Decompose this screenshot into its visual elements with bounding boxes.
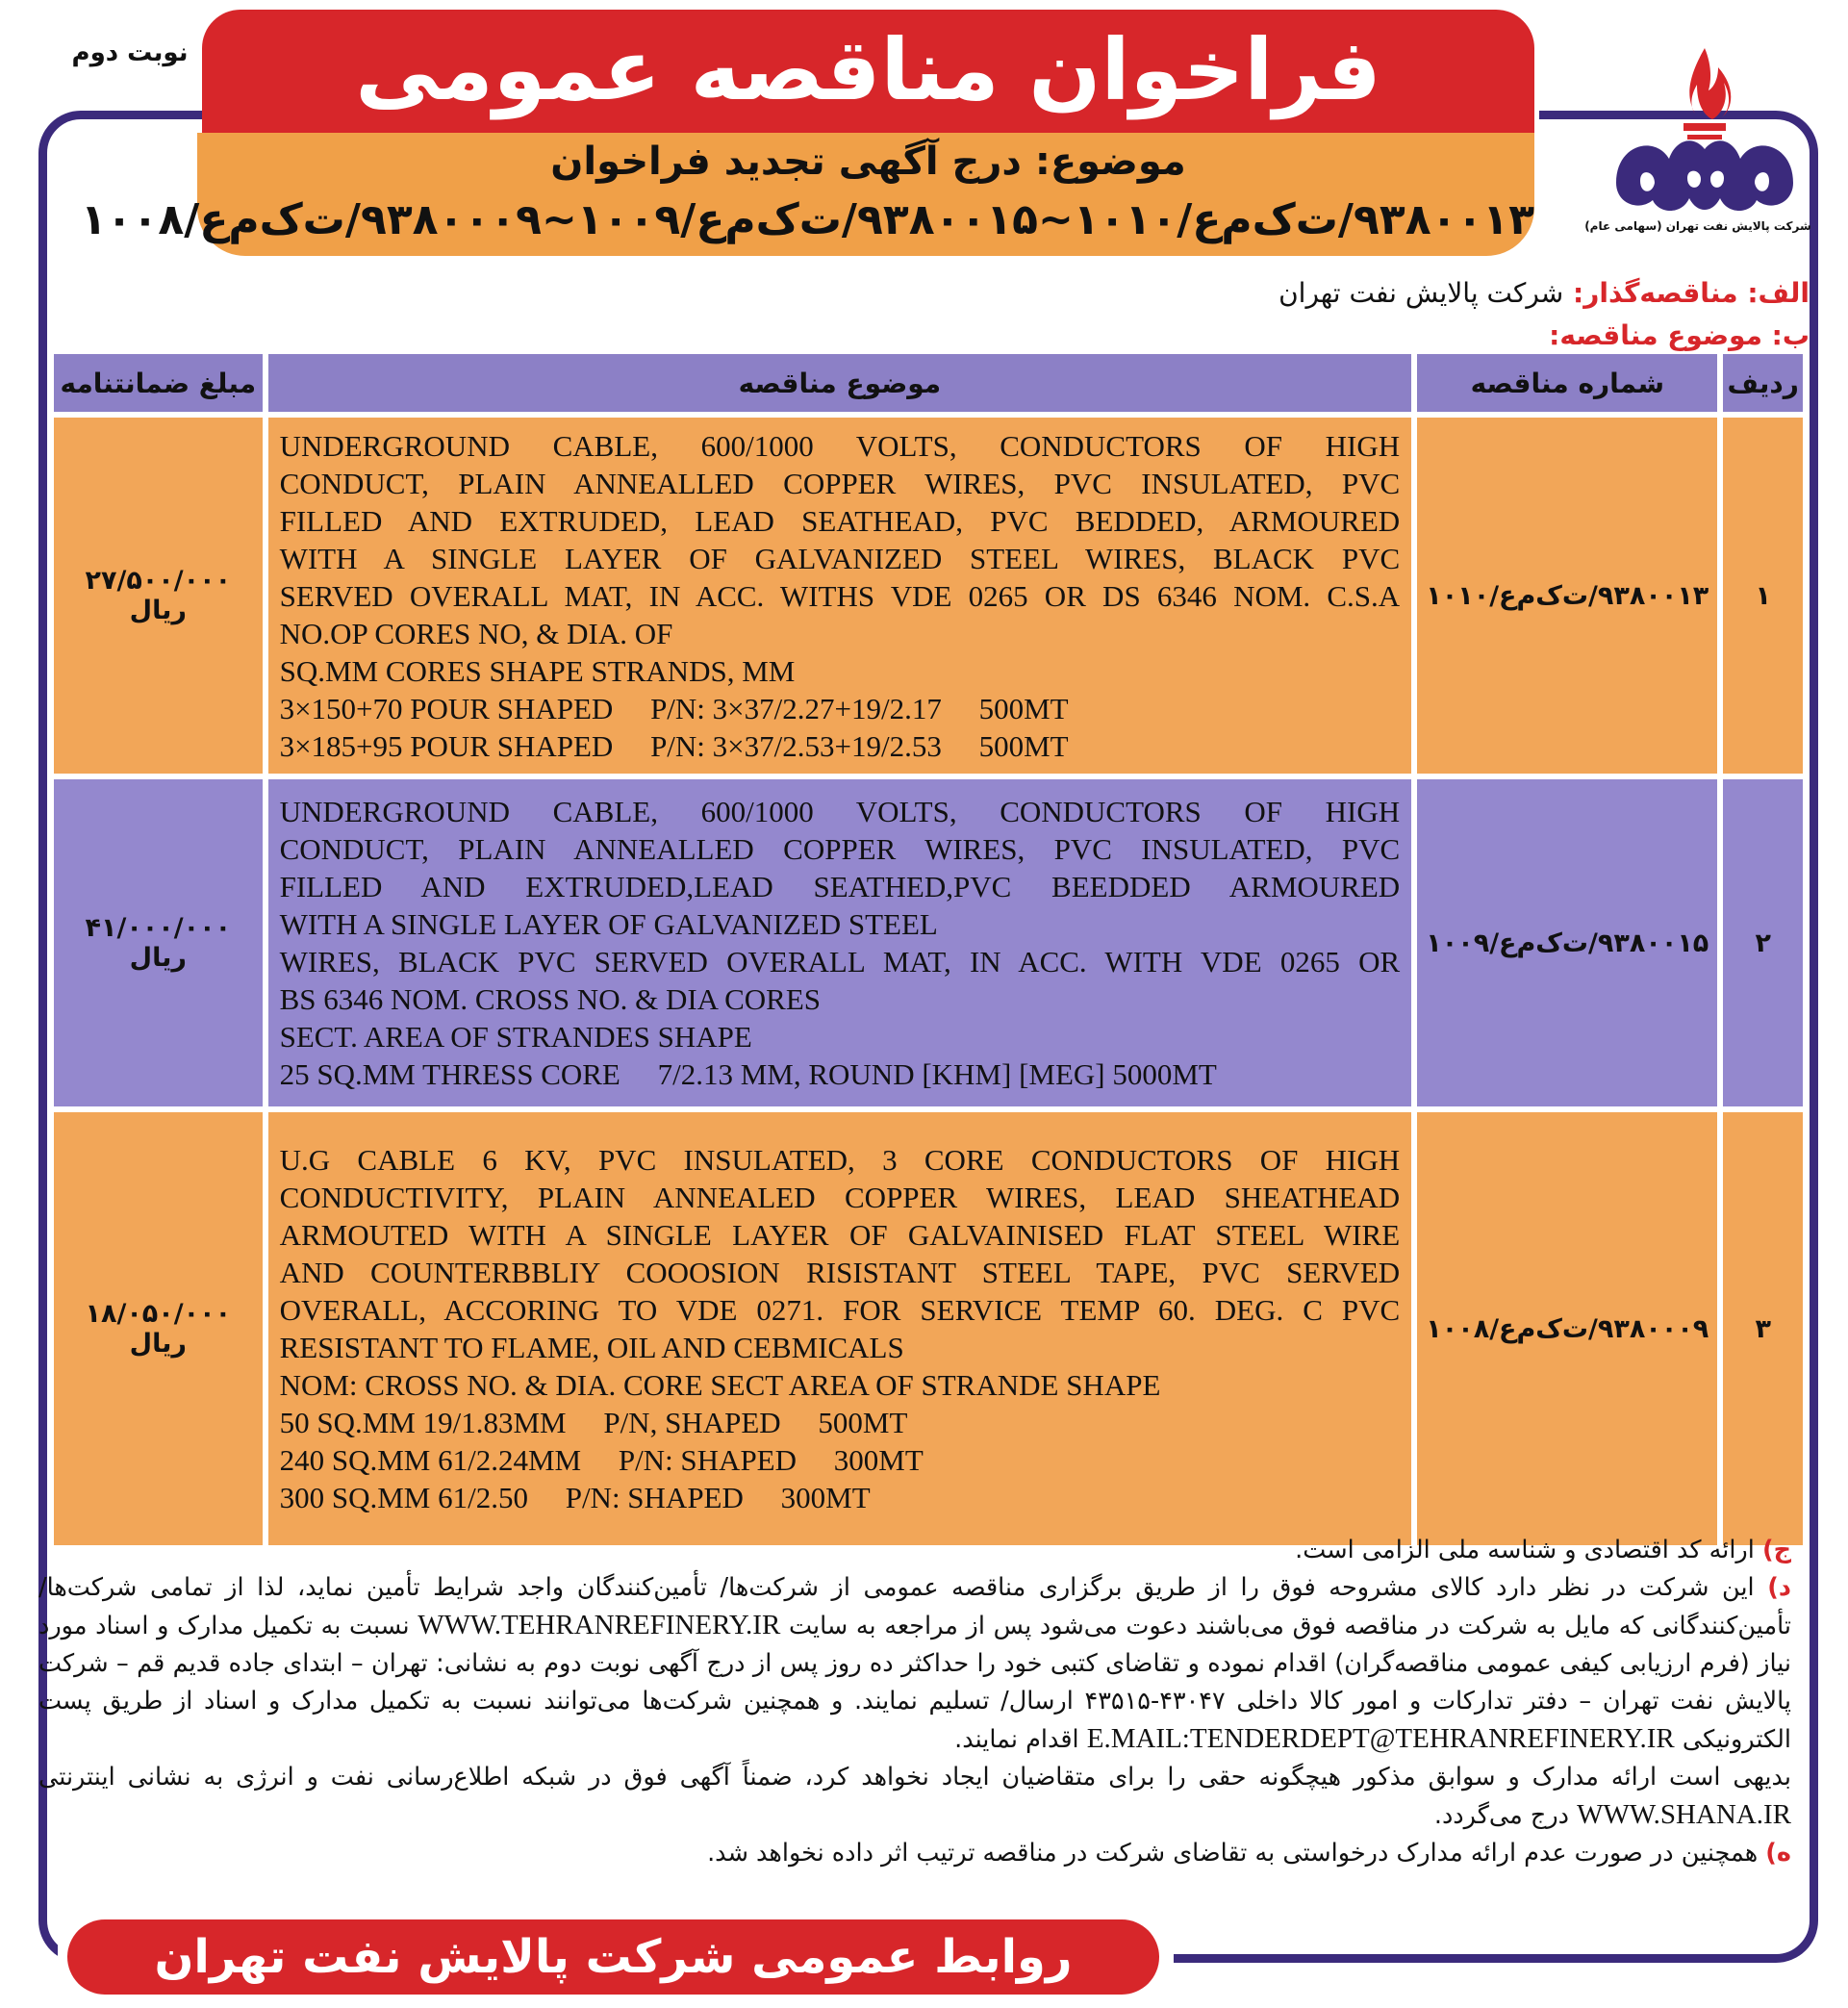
email-link[interactable]: E.MAIL:TENDERDEPT@TEHRANREFINERY.IR bbox=[1086, 1723, 1675, 1754]
condition-text: همچنین در صورت عدم ارائه مدارک درخواستی به تقاضای شرکت در مناقصه ترتیب اثر داده نخواهد شد. bbox=[707, 1839, 1759, 1868]
tender-description bbox=[268, 1112, 1412, 1545]
description-line: U.G CABLE 6 KV, PVC INSULATED, 3 CORE CONDUCTORS OF HIGH bbox=[279, 1143, 1401, 1177]
spec-line: 300 SQ.MM 61/2.50 P/N: SHAPED 300MT bbox=[279, 1481, 871, 1514]
issuer-label: الف: مناقصه‌گذار: bbox=[1573, 277, 1810, 309]
spec-line: 240 SQ.MM 61/2.24MM P/N: SHAPED 300MT bbox=[279, 1443, 924, 1477]
col-header-guarantee: مبلغ ضمانتنامه bbox=[54, 354, 263, 412]
condition-text: این شرکت در نظر دارد کالای مشروحه فوق را از طریق برگزاری مناقصه عمومی از شرکت‌ها/ تأمین‌کنندگان واجد شرایط تأمین نماید، لذا از تمامی شرکت‌ها/ تأمین‌کنندگانی که مایل به شرکت در مناقصه فوق می‌باشند دعوت می‌شود پس از مراجعه به سایت bbox=[38, 1573, 1792, 1640]
table-row bbox=[54, 1112, 1803, 1545]
subject-label: ب: موضوع مناقصه: bbox=[1549, 319, 1810, 351]
tender-subject-label bbox=[1549, 319, 1810, 351]
condition-text: بدیهی است ارائه مدارک و سوابق مذکور هیچگونه حقی را برای متقاضیان ایجاد نخواهد کرد، ضمناً آگهی فوق در شبکه اطلاع‌رسانی نفت و انرژی به نشانی اینترنتی bbox=[38, 1763, 1791, 1792]
description-line: UNDERGROUND CABLE, 600/1000 VOLTS, CONDUCTORS OF HIGH bbox=[279, 795, 1401, 828]
tender-description bbox=[268, 779, 1412, 1106]
condition-label: ه) bbox=[1765, 1839, 1791, 1868]
condition-text: نسبت به تکمیل مدارک و اسناد مورد نیاز (فرم ارزیابی کیفی عمومی مناقصه‌گران) اقدام نموده و تقاضای کتبی خود را حداکثر ده روز پس از درج آگهی نوبت دوم به نشانی: تهران – ابتدای جاده قدیم قم – شرکت پالایش نفت تهران – دفتر تدارکات و امور کالا داخلی ۴۳۰۴۷-۴۳۵۱۵ ارسال/ تسلیم نمایند. و همچنین شرکت‌ها می‌توانند نسبت به تکمیل مدارک و اسناد از طریق پست الکترونیکی bbox=[38, 1612, 1791, 1754]
tender-issuer bbox=[1278, 277, 1810, 309]
spec-line: NOM: CROSS NO. & DIA. CORE SECT AREA OF STRANDE SHAPE bbox=[279, 1368, 1161, 1402]
issuer-value: شرکت پالایش نفت تهران bbox=[1278, 277, 1564, 309]
guarantee-amount: ۴۱/۰۰۰/۰۰۰ ریال bbox=[54, 779, 263, 1106]
description-line: CONDUCTIVITY, PLAIN ANNEALED COPPER WIRES, LEAD SHEATHEAD bbox=[279, 1181, 1401, 1214]
condition-label: د) bbox=[1767, 1573, 1791, 1602]
description-line: SERVED OVERALL MAT, IN ACC. WITHS VDE 0265 OR DS 6346 NOM. C.S.A bbox=[279, 578, 1401, 613]
footer-signature: روابط عمومی شرکت پالایش نفت تهران bbox=[154, 1930, 1073, 1984]
spec-line: WITH A SINGLE LAYER OF GALVANIZED STEEL bbox=[279, 907, 938, 941]
spec-line: WIRES, BLACK PVC SERVED OVERALL MAT, IN ACC. WITH VDE 0265 OR bbox=[279, 945, 1401, 979]
description-line: ARMOUTED WITH A SINGLE LAYER OF GALVAINISED FLAT STEEL WIRE bbox=[279, 1218, 1401, 1252]
col-header-tender-no: شماره مناقصه bbox=[1417, 354, 1717, 412]
description-line: CONDUCT, PLAIN ANNEALLED COPPER WIRES, PVC INSULATED, PVC bbox=[279, 832, 1401, 866]
refinery-logo-icon bbox=[1597, 38, 1818, 236]
logo-caption: شرکت پالایش نفت تهران (سهامی عام) bbox=[1584, 219, 1811, 233]
tender-number: ۹۳۸۰۰۱۵/ت‌ک‌م‌ع/۱۰۰۹ bbox=[1417, 779, 1717, 1106]
tender-table bbox=[48, 348, 1809, 1551]
condition-text: ارائه کد اقتصادی و شناسه ملی الزامی است. bbox=[1295, 1536, 1755, 1564]
guarantee-amount: ۱۸/۰۵۰/۰۰۰ ریال bbox=[54, 1112, 263, 1545]
shana-link[interactable]: WWW.SHANA.IR bbox=[1577, 1799, 1791, 1830]
row-number: ۳ bbox=[1723, 1112, 1803, 1545]
description-line: UNDERGROUND CABLE, 600/1000 VOLTS, CONDUCTORS OF HIGH bbox=[279, 428, 1401, 463]
spec-line: NO.OP CORES NO, & DIA. OF bbox=[279, 616, 673, 650]
spec-line: SECT. AREA OF STRANDES SHAPE bbox=[279, 1020, 752, 1054]
description-line: FILLED AND EXTRUDED,LEAD SEATHED,PVC BEEDDED ARMOURED bbox=[279, 870, 1401, 903]
col-header-subject: موضوع مناقصه bbox=[268, 354, 1412, 412]
publication-round: نوبت دوم bbox=[71, 38, 189, 67]
spec-line: 3×185+95 POUR SHAPED P/N: 3×37/2.53+19/2.53 500MT bbox=[279, 728, 1069, 763]
tender-numbers: ۹۳۸۰۰۱۳/ت‌ک‌م‌ع/۱۰۱۰~۹۳۸۰۰۱۵/ت‌ک‌م‌ع/۱۰۰۹~۹۳۸۰۰۰۹/ت‌ک‌م‌ع/۱۰۰۸ bbox=[80, 195, 1534, 244]
description-line: FILLED AND EXTRUDED, LEAD SEATHEAD, PVC BEDDED, ARMOURED bbox=[279, 503, 1401, 538]
row-number: ۱ bbox=[1723, 418, 1803, 774]
table-row bbox=[54, 418, 1803, 774]
spec-line: 50 SQ.MM 19/1.83MM P/N, SHAPED 500MT bbox=[279, 1406, 908, 1439]
description-line: WITH A SINGLE LAYER OF GALVANIZED STEEL WIRES, BLACK PVC bbox=[279, 541, 1401, 575]
spec-line: SQ.MM CORES SHAPE STRANDS, MM bbox=[279, 653, 796, 688]
spec-line: RESISTANT TO FLAME, OIL AND CEBMICALS bbox=[279, 1331, 904, 1364]
table-row bbox=[54, 779, 1803, 1106]
spec-line: BS 6346 NOM. CROSS NO. & DIA CORES bbox=[279, 982, 821, 1016]
condition-e bbox=[38, 1835, 1791, 1872]
row-number: ۲ bbox=[1723, 779, 1803, 1106]
description-line: CONDUCT, PLAIN ANNEALLED COPPER WIRES, PVC INSULATED, PVC bbox=[279, 466, 1401, 500]
table-header-row bbox=[54, 354, 1803, 412]
page-title: فراخوان مناقصه عمومی bbox=[355, 20, 1381, 119]
condition-d bbox=[38, 1569, 1791, 1759]
condition-label: ج) bbox=[1761, 1536, 1791, 1564]
condition-c bbox=[38, 1532, 1791, 1569]
subject-line: موضوع: درج آگهی تجدید فراخوان bbox=[550, 140, 1186, 184]
spec-line: 3×150+70 POUR SHAPED P/N: 3×37/2.27+19/2.17 500MT bbox=[279, 691, 1069, 725]
description-line: AND COUNTERBBLIY COOOSION RISISTANT STEEL TAPE, PVC SERVED bbox=[279, 1256, 1401, 1289]
condition-text: درج می‌گردد. bbox=[1433, 1801, 1570, 1830]
description-line: OVERALL, ACCORING TO VDE 0271. FOR SERVICE TEMP 60. DEG. C PVC bbox=[279, 1293, 1401, 1327]
col-header-row: ردیف bbox=[1723, 354, 1803, 412]
guarantee-amount: ۲۷/۵۰۰/۰۰۰ ریال bbox=[54, 418, 263, 774]
spec-line: 25 SQ.MM THRESS CORE 7/2.13 MM, ROUND [KHM] [MEG] 5000MT bbox=[279, 1057, 1217, 1091]
tender-number: ۹۳۸۰۰۰۹/ت‌ک‌م‌ع/۱۰۰۸ bbox=[1417, 1112, 1717, 1545]
condition-text: اقدام نمایند. bbox=[954, 1725, 1079, 1754]
tender-number: ۹۳۸۰۰۱۳/ت‌ک‌م‌ع/۱۰۱۰ bbox=[1417, 418, 1717, 774]
condition-d-continued bbox=[38, 1759, 1791, 1835]
tender-description bbox=[268, 418, 1412, 774]
tender-conditions bbox=[38, 1532, 1791, 1872]
website-link[interactable]: WWW.TEHRANREFINERY.IR bbox=[418, 1610, 781, 1640]
